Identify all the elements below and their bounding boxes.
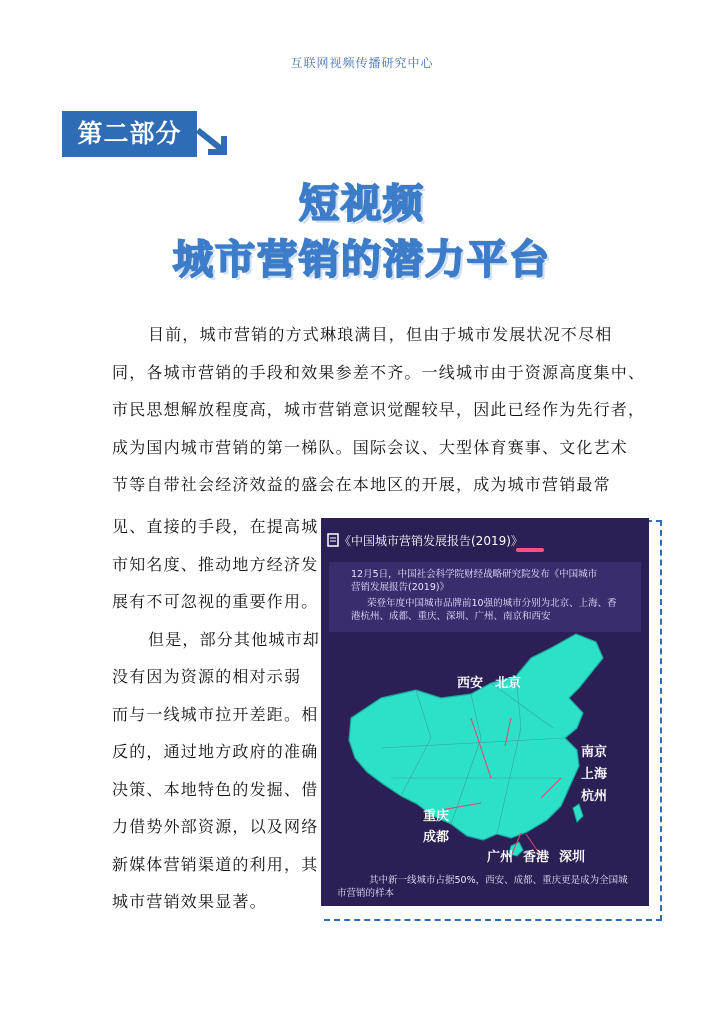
city-label-chengdu: 成都: [423, 830, 450, 845]
text-line: 没有因为资源的相对示弱: [112, 667, 302, 686]
footer-line: 市营销的样本: [337, 888, 395, 899]
text-line: 成为国内城市营销的第一梯队。国际会议、大型体育赛事、文化艺术: [112, 437, 629, 457]
paragraph-1: [112, 316, 646, 504]
text-line: 力借势外部资源，以及网络: [112, 817, 319, 836]
text-line: 市知名度、推动地方经济发: [112, 554, 319, 574]
city-label-hongkong: 香港: [523, 850, 550, 865]
city-label-shenzhen: 深圳: [559, 850, 586, 865]
info-line: 营销发展报告(2019)》: [351, 582, 450, 593]
text-line: 新媒体营销渠道的利用，其: [112, 854, 319, 874]
info-line: 12月5日，中国社会科学院财经战略研究院发布《中国城市: [351, 569, 598, 580]
figure-footer: [337, 874, 637, 900]
text-line: 节等自带社会经济效益的盛会在本地区的开展，成为城市营销最常: [112, 475, 611, 494]
text-line: 而与一线城市拉开差距。相: [112, 704, 319, 724]
arrow-down-right-icon: [196, 128, 230, 158]
city-label-guangzhou: 广州: [487, 850, 514, 865]
info-line: 港杭州、成都、重庆、深圳、广州、南京和西安: [351, 611, 551, 622]
text-line: 但是，部分其他城市却: [148, 629, 321, 649]
page-header: 互联网视频传播研究中心: [290, 56, 434, 70]
paragraph-left-column: [112, 508, 321, 921]
city-label-hangzhou: 杭州: [581, 789, 608, 804]
city-label-chongqing: 重庆: [423, 809, 450, 824]
text-line: 决策、本地特色的发掘、借: [112, 779, 319, 799]
figure-tab-title: 《中国城市营销发展报告(2019)》: [339, 534, 523, 548]
city-label-beijing: 北京: [495, 676, 522, 691]
title-line-1: 短视频: [299, 181, 425, 227]
city-label-shanghai: 上海: [581, 767, 608, 782]
title-line-2: 城市营销的潜力平台: [173, 237, 551, 283]
text-line: 目前，城市营销的方式琳琅满目，但由于城市发展状况不尽相: [148, 325, 613, 344]
text-line: 展有不可忽视的重要作用。: [112, 592, 319, 611]
text-line: 见、直接的手段，在提高城: [112, 517, 319, 536]
text-line: 反的，通过地方政府的准确: [112, 742, 319, 761]
text-line: 城市营销效果显著。: [112, 892, 267, 911]
figure-info-box: [329, 562, 641, 632]
footer-line: 其中新一线城市占据50%，西安、成都、重庆更是成为全国城: [369, 875, 628, 886]
city-marketing-figure: [321, 518, 649, 906]
text-line: 市民思想解放程度高，城市营销意识觉醒较早，因此已经作为先行者，: [112, 400, 646, 419]
city-label-nanjing: 南京: [581, 745, 608, 760]
figure-tab-accent: [516, 548, 544, 552]
section-tag: 第二部分: [62, 111, 197, 157]
info-line: 荣登年度中国城市品牌前10强的城市分别为北京、上海、香: [367, 598, 617, 609]
city-label-xian: 西安: [457, 676, 484, 691]
text-line: 同，各城市营销的手段和效果参差不齐。一线城市由于资源高度集中、: [112, 362, 646, 382]
